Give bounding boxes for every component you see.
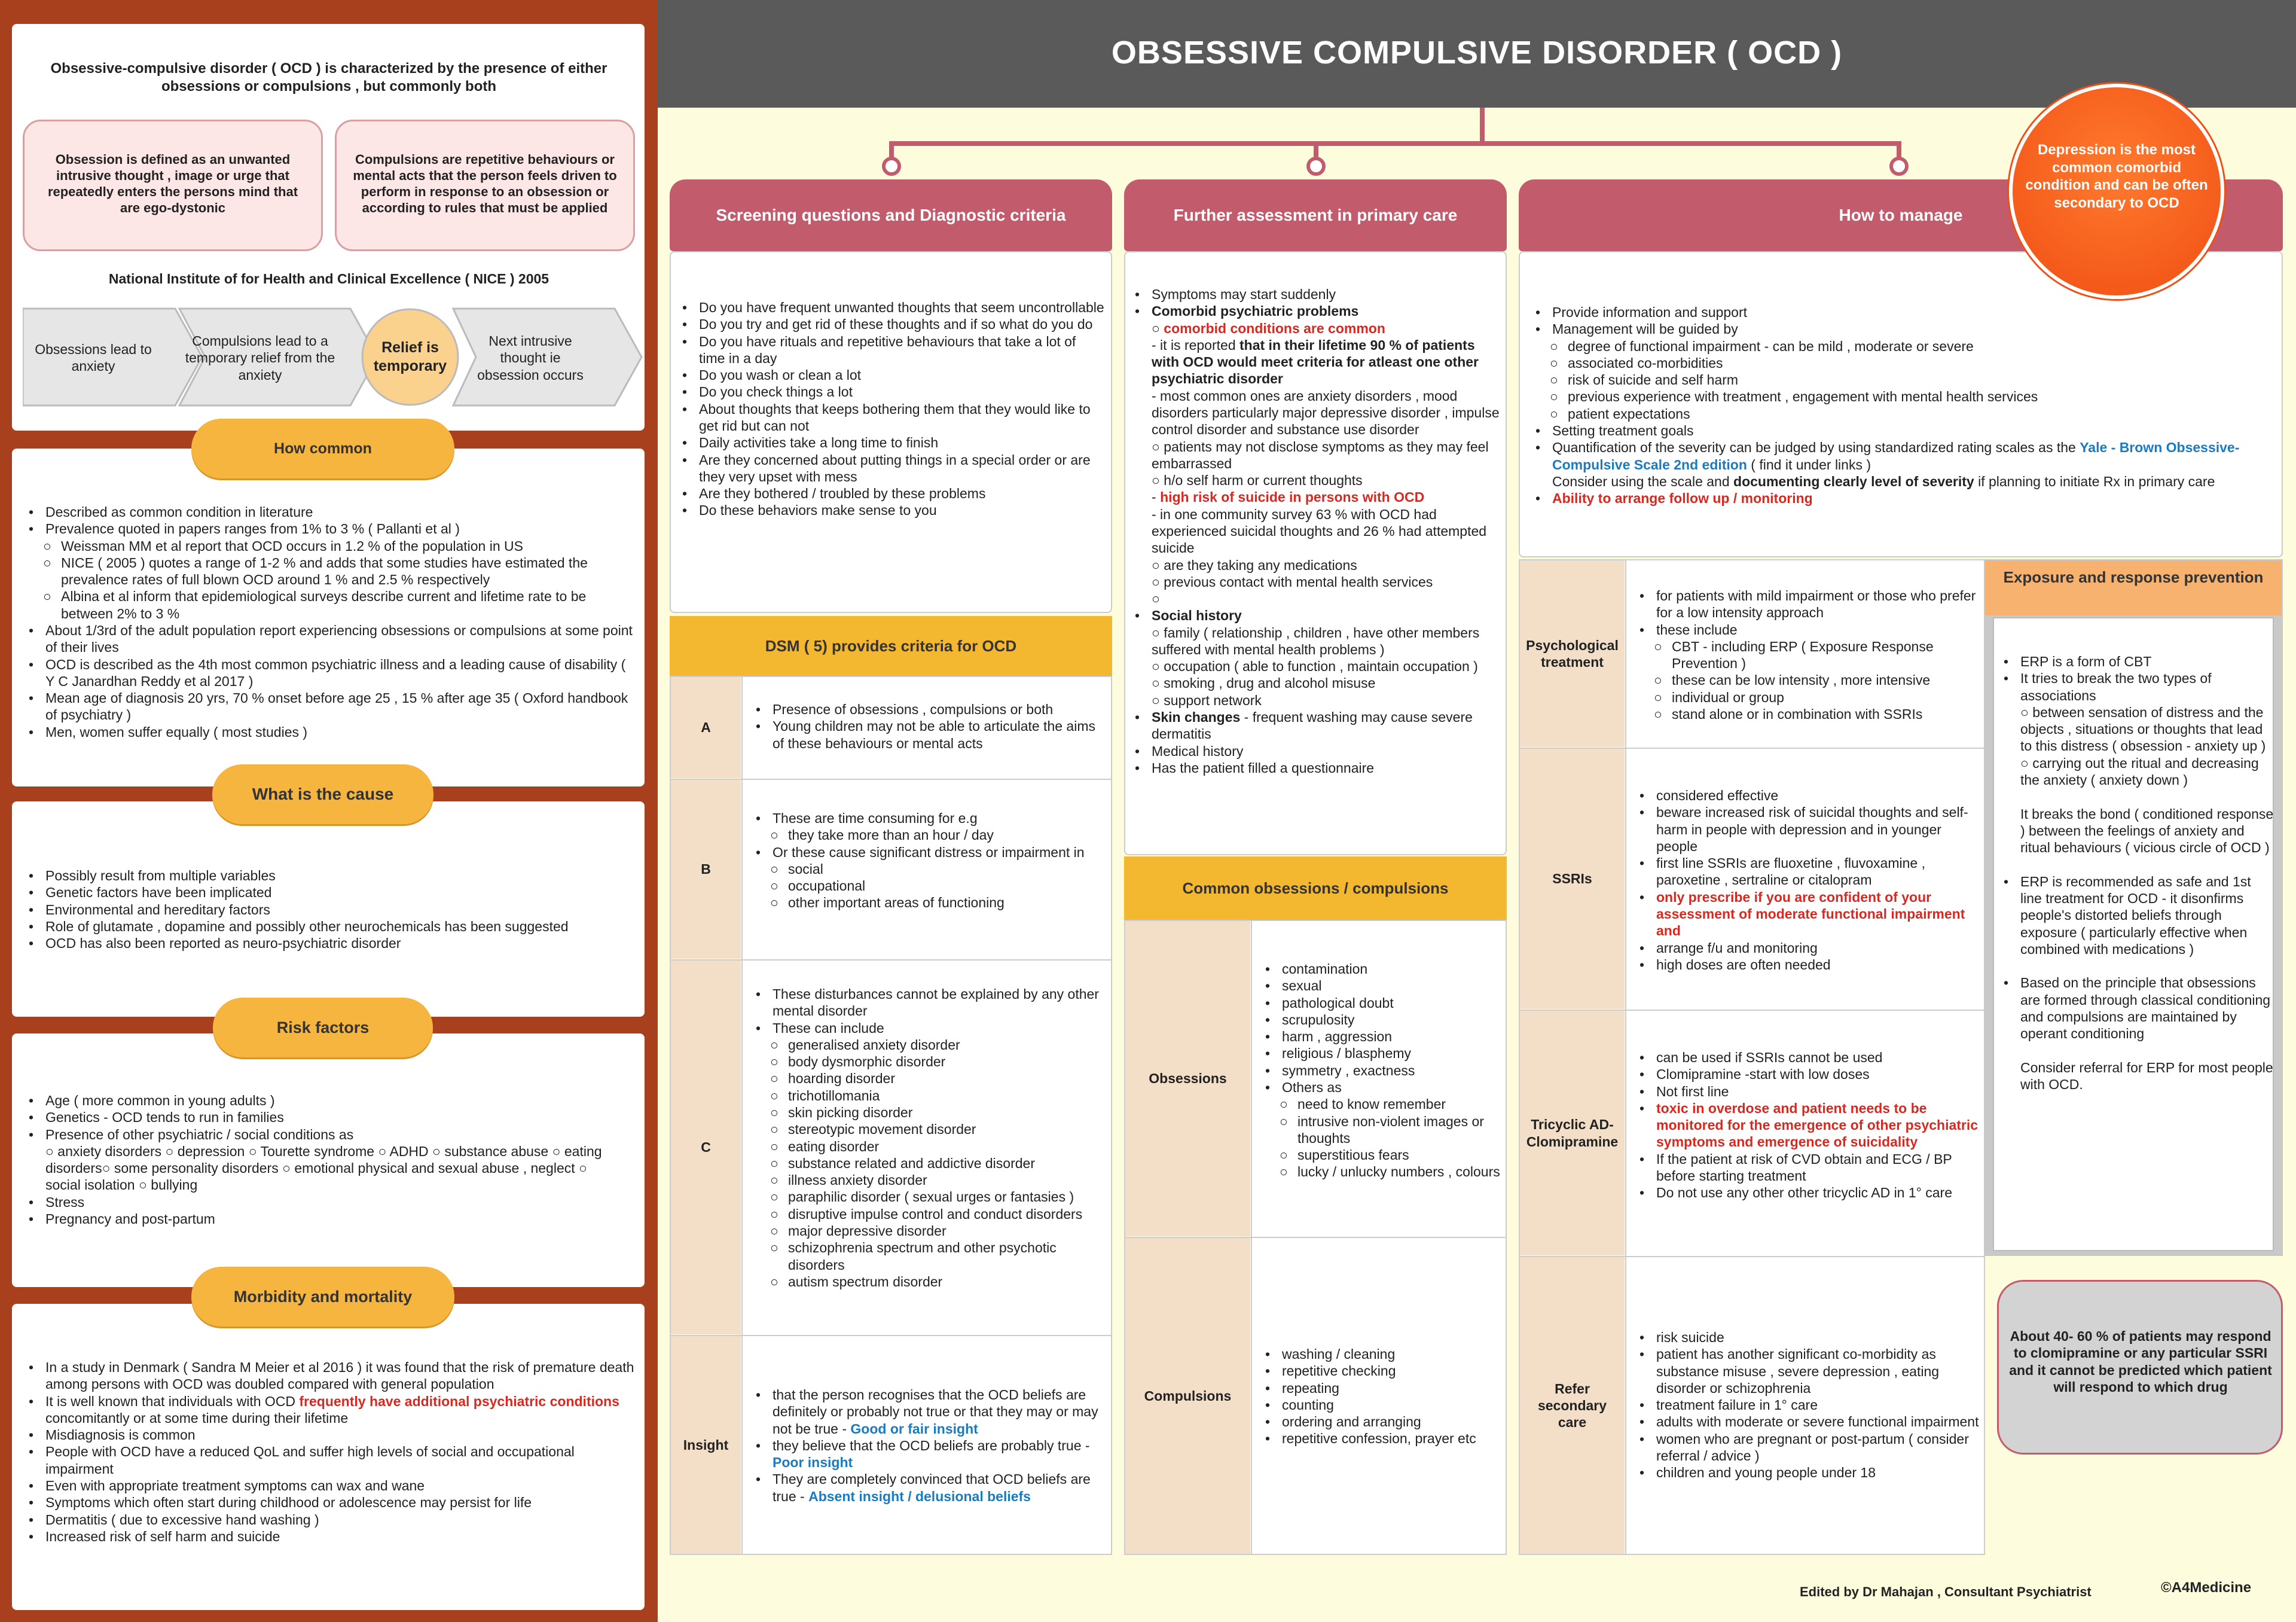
- psych-item: ○ these can be low intensity , more intensive: [1636, 672, 1977, 688]
- further-item: - it is reported that in their lifetime 90 % of patients with OCD would meet criteria for atleast one other psychiatric disorder: [1152, 337, 1479, 387]
- further-item: ○ are they taking any medications: [1152, 557, 1357, 573]
- obsession-item: ○ lucky / unlucky numbers , colours: [1262, 1163, 1507, 1180]
- morbidity-item: • In a study in Denmark ( Sandra M Meier et al 2016 ) it was found that the risk of premature death among persons with OCD was doubled compared with general population: [25, 1359, 641, 1393]
- tca-item: • Do not use any other other tricyclic AD in 1° care: [1636, 1184, 1983, 1201]
- compulsion-item: • repeating: [1262, 1380, 1501, 1397]
- dsm-b-item: • These are time consuming for e.g: [752, 810, 1105, 827]
- psych-list: [1636, 587, 1977, 722]
- screening-question: • Daily activities take a long time to finish: [679, 434, 1104, 451]
- dsm-label-insight: Insight: [671, 1336, 741, 1554]
- cause-item: • Role of glutamate , dopamine and possibly other neurochemicals has been suggested: [25, 918, 635, 935]
- further-list: [1131, 286, 1502, 776]
- cause-item: • Genetic factors have been implicated: [25, 884, 635, 901]
- compulsions-list: [1262, 1346, 1501, 1447]
- cause-heading: What is the cause: [212, 764, 433, 824]
- obsession-item: • pathological doubt: [1262, 995, 1507, 1011]
- compulsion-item: • counting: [1262, 1397, 1501, 1413]
- screening-question: • About thoughts that keeps bothering them that they would like to get rid but can not: [679, 401, 1104, 435]
- obsession-item: • contamination: [1262, 961, 1507, 977]
- morbidity-heading: Morbidity and mortality: [191, 1267, 454, 1327]
- dsm-c-item: ○ trichotillomania: [752, 1087, 1105, 1104]
- dsm-c-item: ○ hoarding disorder: [752, 1070, 1105, 1087]
- erp-item: • ERP is a form of CBT: [2000, 653, 2275, 670]
- risk-item: • Pregnancy and post-partum: [25, 1211, 623, 1227]
- how-common-item: ○ Weissman MM et al report that OCD occurs in 1.2 % of the population in US: [25, 538, 635, 554]
- how-common-item: ○ NICE ( 2005 ) quotes a range of 1-2 % and adds that some studies have estimated the prevalence rates of full blown OCD around 1 % and 2.5 % respectively: [25, 554, 635, 589]
- further-heading: Further assessment in primary care: [1124, 179, 1507, 251]
- how-common-list: [25, 504, 635, 740]
- screening-question: • Do you have frequent unwanted thoughts that seem uncontrollable: [679, 299, 1104, 316]
- tca-item: • can be used if SSRIs cannot be used: [1636, 1049, 1983, 1066]
- cause-item: • OCD has also been reported as neuro-psychiatric disorder: [25, 935, 635, 952]
- further-item: ○ smoking , drug and alcohol misuse: [1152, 675, 1376, 691]
- risk-list: [25, 1092, 623, 1227]
- further-item: ○ patients may not disclose symptoms as they may feel embarrassed: [1152, 438, 1489, 471]
- psych-item: ○ stand alone or in combination with SSRIs: [1636, 706, 1977, 722]
- screening-question: • Do you try and get rid of these thoughts and if so what do you do: [679, 316, 1104, 333]
- erp-heading: Exposure and response prevention: [1985, 560, 2282, 615]
- dsm-b-item: • Or these cause significant distress or impairment in: [752, 844, 1105, 861]
- compulsion-item: • repetitive confession, prayer etc: [1262, 1430, 1501, 1447]
- refer-item: • risk suicide: [1636, 1329, 1983, 1346]
- dsm-c-item: ○ substance related and addictive disorder: [752, 1155, 1105, 1172]
- how-common-heading: How common: [191, 419, 454, 478]
- insight-item: • They are completely convinced that OCD beliefs are true - Absent insight / delusional beliefs: [752, 1471, 1105, 1505]
- erp-item: Consider referral for ERP for most people with OCD.: [2020, 1059, 2273, 1093]
- obsession-item: ○ superstitious fears: [1262, 1147, 1507, 1163]
- dsm-c-item: • These disturbances cannot be explained by any other mental disorder: [752, 986, 1105, 1020]
- connector-right-node: [1889, 157, 1909, 176]
- dsm-a-list: [752, 701, 1105, 752]
- connector-mid-node: [1306, 157, 1326, 176]
- header-bar: [658, 0, 2296, 108]
- dsm-c-item: ○ stereotypic movement disorder: [752, 1121, 1105, 1138]
- manage-item: • Management will be guided by: [1532, 321, 2279, 337]
- cause-list: [25, 867, 635, 952]
- risk-item: • Presence of other psychiatric / social conditions as: [25, 1126, 623, 1143]
- ssri-list: [1636, 787, 1983, 973]
- dsm-insight-list: [752, 1386, 1105, 1505]
- erp-item: It breaks the bond ( conditioned response ) between the feelings of anxiety and ritual behaviours ( vicious circle of OCD ): [2020, 806, 2274, 856]
- manage-item: ○ previous experience with treatment , engagement with mental health services: [1532, 388, 2279, 405]
- further-item: ○ comorbid conditions are common: [1152, 320, 1385, 336]
- refer-item: • adults with moderate or severe functional impairment: [1636, 1413, 1983, 1430]
- further-item: • Symptoms may start suddenly: [1131, 286, 1502, 303]
- risk-item: • Genetics - OCD tends to run in families: [25, 1109, 623, 1126]
- erp-item: [2000, 788, 2275, 805]
- compulsion-item: • repetitive checking: [1262, 1362, 1501, 1379]
- manage-item: ○ risk of suicide and self harm: [1532, 371, 2279, 388]
- dsm-heading: DSM ( 5) provides criteria for OCD: [670, 616, 1112, 676]
- connector-trunk: [1480, 108, 1485, 145]
- morbidity-item: • Symptoms which often start during childhood or adolescence may persist for life: [25, 1494, 641, 1511]
- morbidity-item: • Misdiagnosis is common: [25, 1426, 641, 1443]
- page-title: OBSESSIVE COMPULSIVE DISORDER ( OCD ): [1111, 35, 1843, 71]
- tca-item: • If the patient at risk of CVD obtain and ECG / BP before starting treatment: [1636, 1151, 1983, 1185]
- erp-item: • ERP is recommended as safe and 1st line treatment for OCD - it disonfirms people's distorted beliefs through exposure ( particularly effective when combined with medications ): [2000, 873, 2275, 958]
- dsm-c-list: [752, 986, 1105, 1290]
- morbidity-item: • Dermatitis ( due to excessive hand washing ): [25, 1511, 641, 1528]
- screening-question: • Do these behaviors make sense to you: [679, 502, 1104, 519]
- compulsions-label: Compulsions: [1125, 1238, 1250, 1554]
- insight-item: • they believe that the OCD beliefs are probably true - Poor insight: [752, 1437, 1105, 1471]
- dsm-label-a: A: [671, 677, 741, 778]
- cycle-step-2: Compulsions lead to a temporary relief from the anxiety: [185, 333, 335, 383]
- intro-text: Obsessive-compulsive disorder ( OCD ) is characterized by the presence of either obsessions or compulsions , but commonly both: [50, 60, 607, 94]
- further-item: ○ support network: [1152, 692, 1262, 708]
- compulsion-item: • washing / cleaning: [1262, 1346, 1501, 1362]
- dsm-b-list: [752, 810, 1105, 911]
- how-common-item: • Men, women suffer equally ( most studies ): [25, 724, 635, 740]
- manage-item: ○ associated co-morbidities: [1532, 355, 2279, 371]
- footer-edited: Edited by Dr Mahajan , Consultant Psychiatrist: [1800, 1584, 2092, 1599]
- further-item: ○: [1152, 591, 1160, 607]
- how-common-item: • Mean age of diagnosis 20 yrs, 70 % onset before age 25 , 15 % after age 35 ( Oxford handbook of psychiatry ): [25, 690, 635, 724]
- further-item: ○ occupation ( able to function , maintain occupation ): [1152, 658, 1478, 675]
- erp-item: [2000, 1042, 2275, 1059]
- connector-horizontal: [889, 141, 1901, 146]
- ssri-item: • first line SSRIs are fluoxetine , fluvoxamine , paroxetine , sertraline or citalopram: [1636, 855, 1983, 889]
- dsm-c-item: ○ skin picking disorder: [752, 1104, 1105, 1121]
- psych-item: • these include: [1636, 621, 1977, 638]
- common-heading: Common obsessions / compulsions: [1124, 856, 1507, 920]
- screening-question: • Do you check things a lot: [679, 383, 1104, 400]
- obsession-item: • symmetry , exactness: [1262, 1062, 1507, 1079]
- manage-item: • Setting treatment goals: [1532, 422, 2279, 439]
- ssri-label: SSRIs: [1520, 749, 1625, 1009]
- risk-heading: Risk factors: [213, 998, 433, 1057]
- further-item: • Comorbid psychiatric problems: [1131, 303, 1502, 319]
- ssri-item: • considered effective: [1636, 787, 1983, 804]
- obsessions-list: [1262, 961, 1507, 1181]
- dsm-c-item: ○ major depressive disorder: [752, 1222, 1105, 1239]
- dsm-b-item: ○ occupational: [752, 877, 1105, 894]
- further-item: - most common ones are anxiety disorders , mood disorders particularly major depressive disorder , impulse control disorder and substance use disorder: [1152, 388, 1500, 438]
- risk-item: • Stress: [25, 1194, 623, 1211]
- manage-item: ○ degree of functional impairment - can be mild , moderate or severe: [1532, 338, 2279, 355]
- how-common-item: • About 1/3rd of the adult population report experiencing obsessions or compulsions at some point of their lives: [25, 622, 635, 656]
- how-common-item: • OCD is described as the 4th most common psychiatric illness and a leading cause of disability ( Y C Janardhan Reddy et al 2017 ): [25, 656, 635, 690]
- obsession-item: ○ intrusive non-violent images or thoughts: [1262, 1113, 1507, 1147]
- dsm-b-item: ○ they take more than an hour / day: [752, 827, 1105, 843]
- refer-item: • children and young people under 18: [1636, 1464, 1983, 1481]
- ssri-item: • high doses are often needed: [1636, 956, 1983, 973]
- erp-item: ○ carrying out the ritual and decreasing the anxiety ( anxiety down ): [2020, 755, 2259, 788]
- further-item: • Skin changes - frequent washing may cause severe dermatitis: [1131, 709, 1502, 743]
- cycle-step-1: Obsessions lead to anxiety: [35, 342, 152, 374]
- screening-question: • Are they bothered / troubled by these problems: [679, 485, 1104, 502]
- how-common-item: ○ Albina et al inform that epidemiological surveys describe current and lifetime rate to be between 2% to 3 %: [25, 588, 635, 622]
- psych-label: Psychological treatment: [1520, 560, 1625, 747]
- tca-item: • Clomipramine -start with low doses: [1636, 1066, 1983, 1083]
- cause-item: • Environmental and hereditary factors: [25, 901, 635, 918]
- how-common-item: • Prevalence quoted in papers ranges from 1% to 3 % ( Pallanti et al ): [25, 520, 635, 537]
- response-note-text: About 40- 60 % of patients may respond to clomipramine or any particular SSRI and it cannot be predicted which patient will respond to which drug: [2009, 1328, 2272, 1395]
- further-item: ○ previous contact with mental health services: [1152, 574, 1433, 590]
- compulsion-definition: Compulsions are repetitive behaviours or mental acts that the person feels driven to perform in response to an obsession or according to rules that must be applied: [335, 120, 635, 251]
- manage-list: [1532, 304, 2279, 507]
- morbidity-item: • People with OCD have a reduced QoL and suffer high levels of social and occupational impairment: [25, 1443, 641, 1477]
- dsm-c-item: ○ autism spectrum disorder: [752, 1273, 1105, 1290]
- erp-list: [2000, 653, 2275, 1093]
- further-item: ○ h/o self harm or current thoughts: [1152, 472, 1363, 489]
- further-item: - high risk of suicide in persons with OCD: [1152, 489, 1425, 505]
- screening-question: • Are they concerned about putting things in a special order or are they very upset with mess: [679, 452, 1104, 486]
- morbidity-item: • Even with appropriate treatment symptoms can wax and wane: [25, 1477, 641, 1494]
- erp-item: [2000, 856, 2275, 873]
- risk-item: ○ anxiety disorders ○ depression ○ Tourette syndrome ○ ADHD ○ substance abuse ○ eating disorders○ some personality disorders ○ emotional physical and sexual abuse , neglect ○ social isolation ○ bullying: [45, 1143, 602, 1193]
- dsm-c-item: ○ eating disorder: [752, 1138, 1105, 1155]
- dsm-a-item: • Presence of obsessions , compulsions or both: [752, 701, 1105, 718]
- dsm-col-divider: [741, 676, 743, 1555]
- manage-item: ○ patient expectations: [1532, 406, 2279, 422]
- obsession-item: ○ need to know remember: [1262, 1096, 1507, 1112]
- screening-list: [679, 299, 1104, 519]
- psych-item: ○ individual or group: [1636, 689, 1977, 706]
- obsession-item: • scrupulosity: [1262, 1011, 1507, 1028]
- dsm-label-c: C: [671, 961, 741, 1334]
- dsm-b-item: ○ other important areas of functioning: [752, 894, 1105, 911]
- manage-item: • Ability to arrange follow up / monitoring: [1532, 490, 2279, 507]
- obsession-item: • Others as: [1262, 1079, 1507, 1096]
- obsessions-label: Obsessions: [1125, 921, 1250, 1236]
- compulsion-item: • ordering and arranging: [1262, 1413, 1501, 1430]
- ssri-item: • beware increased risk of suicidal thoughts and self-harm in people with depression and in younger people: [1636, 804, 1983, 855]
- manage-item: • Quantification of the severity can be judged by using standardized rating scales as the Yale - Brown Obsessive-Compulsive Scale 2nd edition ( find it under links ): [1532, 439, 2279, 473]
- cause-item: • Possibly result from multiple variables: [25, 867, 635, 884]
- dsm-c-item: ○ schizophrenia spectrum and other psychotic disorders: [752, 1239, 1105, 1273]
- insight-item: • that the person recognises that the OCD beliefs are definitely or probably not true or that they may or may not be true - Good or fair insight: [752, 1386, 1105, 1437]
- cycle-step-3: Relief is temporary: [373, 339, 447, 374]
- obsession-item: • harm , aggression: [1262, 1028, 1507, 1045]
- screening-question: • Do you wash or clean a lot: [679, 367, 1104, 383]
- refer-item: • women who are pregnant or post-partum ( consider referral / advice ): [1636, 1431, 1983, 1465]
- morbidity-item: • It is well known that individuals with OCD frequently have additional psychiatric conditions concomitantly or at some time during their lifetime: [25, 1393, 641, 1427]
- obsession-item: • sexual: [1262, 977, 1507, 994]
- dsm-b-item: ○ social: [752, 861, 1105, 877]
- common-col-divider: [1251, 920, 1252, 1555]
- connector-left-node: [882, 157, 901, 176]
- dsm-c-item: ○ generalised anxiety disorder: [752, 1036, 1105, 1053]
- refer-list: [1636, 1329, 1983, 1481]
- ssri-item: • only prescribe if you are confident of your assessment of moderate functional impairment and: [1636, 889, 1983, 940]
- erp-item: [2000, 958, 2275, 974]
- further-item: • Social history: [1131, 607, 1502, 624]
- dsm-c-item: ○ paraphilic disorder ( sexual urges or fantasies ): [752, 1188, 1105, 1205]
- refer-item: • treatment failure in 1° care: [1636, 1397, 1983, 1413]
- risk-item: • Age ( more common in young adults ): [25, 1092, 623, 1109]
- dsm-c-item: ○ illness anxiety disorder: [752, 1172, 1105, 1188]
- manage-item: Consider using the scale and documenting clearly level of severity if planning to initiate Rx in primary care: [1552, 473, 2215, 489]
- tca-label: Tricyclic AD- Clomipramine: [1520, 1011, 1625, 1255]
- refer-label: Refer secondary care: [1520, 1257, 1625, 1554]
- erp-item: ○ between sensation of distress and the objects , situations or thoughts that lead to this distress ( obsession - anxiety up ): [2020, 704, 2266, 754]
- dsm-a-item: • Young children may not be able to articulate the aims of these behaviours or mental acts: [752, 718, 1105, 752]
- morbidity-item: • Increased risk of self harm and suicide: [25, 1528, 641, 1545]
- screening-heading: Screening questions and Diagnostic criteria: [670, 179, 1112, 251]
- obsession-definition: Obsession is defined as an unwanted intrusive thought , image or urge that repeatedly enters the persons mind that are ego-dystonic: [23, 120, 323, 251]
- psych-item: • for patients with mild impairment or those who prefer for a low intensity approach: [1636, 587, 1977, 621]
- further-item: - in one community survey 63 % with OCD had experienced suicidal thoughts and 26 % had attempted suicide: [1152, 506, 1487, 556]
- how-common-item: • Described as common condition in literature: [25, 504, 635, 520]
- dsm-label-b: B: [671, 780, 741, 959]
- tca-item: • Not first line: [1636, 1083, 1983, 1100]
- dsm-c-item: ○ disruptive impulse control and conduct disorders: [752, 1206, 1105, 1222]
- manage-item: • Provide information and support: [1532, 304, 2279, 321]
- dsm-c-item: ○ body dysmorphic disorder: [752, 1053, 1105, 1070]
- erp-item: • It tries to break the two types of associations: [2000, 670, 2275, 704]
- refer-item: • patient has another significant co-morbidity as substance misuse , severe depression , eating disorder or schizophrenia: [1636, 1346, 1983, 1397]
- further-item: ○ family ( relationship , children , have other members suffered with mental health problems ): [1152, 624, 1480, 657]
- treatment-col-divider: [1625, 559, 1626, 1555]
- tca-item: • toxic in overdose and patient needs to be monitored for the emergence of other psychiatric symptoms and emergence of suicidality: [1636, 1100, 1983, 1151]
- obsession-item: • religious / blasphemy: [1262, 1045, 1507, 1062]
- further-item: • Has the patient filled a questionnaire: [1131, 760, 1502, 776]
- footer-copyright: ©A4Medicine: [2161, 1580, 2252, 1596]
- further-item: • Medical history: [1131, 743, 1502, 760]
- erp-item: • Based on the principle that obsessions are formed through classical conditioning and compulsions are maintained by operant conditioning: [2000, 974, 2275, 1042]
- ssri-item: • arrange f/u and monitoring: [1636, 940, 1983, 956]
- manage-heading: How to manage: [1519, 179, 2283, 251]
- psych-item: ○ CBT - including ERP ( Exposure Response Prevention ): [1636, 638, 1977, 672]
- depression-text: Depression is the most common comorbid condition and can be often secondary to OCD: [2025, 142, 2208, 211]
- morbidity-list: [25, 1359, 641, 1545]
- dsm-c-item: • These can include: [752, 1020, 1105, 1036]
- screening-question: • Do you have rituals and repetitive behaviours that take a lot of time in a day: [679, 333, 1104, 367]
- nice-reference: National Institute of for Health and Clinical Excellence ( NICE ) 2005: [108, 271, 549, 286]
- cycle-step-4: Next intrusive thought ie obsession occurs: [477, 333, 584, 383]
- tca-list: [1636, 1049, 1983, 1202]
